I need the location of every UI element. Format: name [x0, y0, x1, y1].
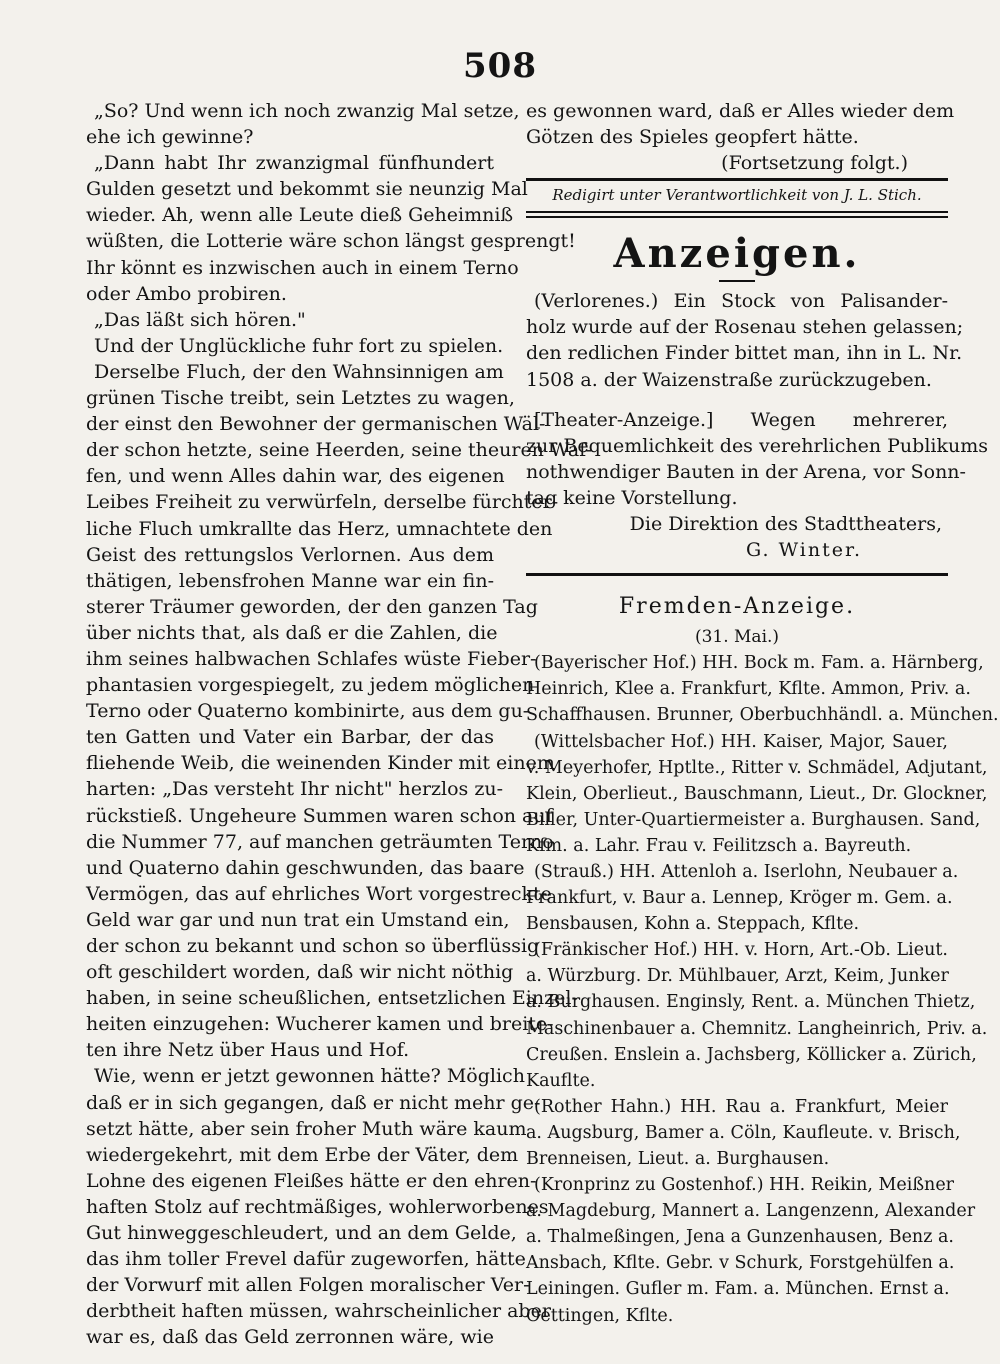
- text-line: Geist des rettungslos Verlornen. Aus dem: [86, 543, 494, 566]
- visitor-line: Oettingen, Kflte.: [526, 1305, 674, 1326]
- visitor-line: (Rother Hahn.) HH. Rau a. Frankfurt, Meier: [534, 1096, 948, 1117]
- text-line: „Das läßt sich hören.": [94, 308, 306, 331]
- visitor-line: Biller, Unter-Quartiermeister a. Burghausen. Sand,: [526, 809, 981, 830]
- visitor-line: Kfm. a. Lahr. Frau v. Feilitzsch a. Bayreuth.: [526, 835, 912, 856]
- visitor-line: Kauflte.: [526, 1070, 596, 1091]
- text-line: Terno oder Quaterno kombinirte, aus dem gu-: [86, 700, 530, 723]
- text-line: harten: „Das versteht Ihr nicht" herzlos zu-: [86, 778, 504, 801]
- text-line: heiten einzugehen: Wucherer kamen und breite-: [86, 1013, 554, 1036]
- text-line: Lohne des eigenen Fleißes hätte er den ehren-: [86, 1169, 537, 1192]
- visitor-line: (Wittelsbacher Hof.) HH. Kaiser, Major, Sauer,: [534, 731, 948, 752]
- right-column: [526, 98, 999, 1329]
- visitor-line: Heinrich, Klee a. Frankfurt, Kflte. Ammon, Priv. a.: [526, 679, 971, 700]
- visitor-line: Leiningen. Gufler m. Fam. a. München. Ernst a.: [526, 1279, 950, 1300]
- divider: [526, 573, 948, 576]
- text-line: phantasien vorgespiegelt, zu jedem möglichen: [86, 674, 535, 697]
- text-line: das ihm toller Frevel dafür zugeworfen, hätte: [86, 1248, 526, 1271]
- double-divider: [526, 211, 948, 218]
- text-line: „Dann habt Ihr zwanzigmal fünfhundert: [94, 152, 494, 175]
- ad-line: 1508 a. der Waizenstraße zurückzugeben.: [526, 368, 932, 391]
- visitor-line: (Fränkischer Hof.) HH. v. Horn, Art.-Ob. Lieut.: [534, 940, 948, 961]
- text-line: oder Ambo probiren.: [86, 282, 287, 305]
- story-end-line: Götzen des Spieles geopfert hätte.: [526, 126, 859, 149]
- text-line: die Nummer 77, auf manchen geträumten Terno: [86, 830, 554, 853]
- text-line: fliehende Weib, die weinenden Kinder mit einem: [86, 752, 555, 775]
- text-line: über nichts that, als daß er die Zahlen, die: [86, 621, 498, 644]
- theater-signature: Die Direktion des Stadttheaters,: [629, 513, 942, 536]
- text-line: haften Stolz auf rechtmäßiges, wohlerworbenes: [86, 1195, 549, 1218]
- text-line: Gut hinweggeschleudert, und an dem Gelde,: [86, 1222, 517, 1245]
- text-line: sterer Träumer geworden, der den ganzen Tag: [86, 595, 538, 618]
- ad-line: [Theater-Anzeige.] Wegen mehrerer,: [534, 408, 948, 431]
- text-line: Und der Unglückliche fuhr fort zu spielen.: [94, 334, 504, 357]
- text-line: Vermögen, das auf ehrliches Wort vorgestreckte: [86, 882, 552, 905]
- visitor-line: a. Magdeburg, Mannert a. Langenzenn, Alexander: [526, 1201, 976, 1222]
- ads-title: Anzeigen.: [613, 230, 861, 278]
- ad-line: tag keine Vorstellung.: [526, 486, 738, 509]
- text-line: ihm seines halbwachen Schlafes wüste Fieber-: [86, 647, 537, 670]
- text-line: wüßten, die Lotterie wäre schon längst gesprengt!: [86, 230, 576, 253]
- visitor-line: a. Würzburg. Dr. Mühlbauer, Arzt, Keim, Junker: [526, 966, 949, 987]
- text-line: war es, daß das Geld zerronnen wäre, wie: [86, 1326, 494, 1349]
- visitor-line: (Strauß.) HH. Attenloh a. Iserlohn, Neubauer a.: [534, 861, 959, 882]
- text-line: rückstieß. Ungeheure Summen waren schon auf: [86, 804, 553, 827]
- visitor-line: Frankfurt, v. Baur a. Lennep, Kröger m. Gem. a.: [526, 888, 953, 909]
- visitor-line: (Bayerischer Hof.) HH. Bock m. Fam. a. Härnberg,: [534, 653, 984, 674]
- visitor-line: Creußen. Enslein a. Jachsberg, Köllicker a. Zürich,: [526, 1044, 977, 1065]
- visitor-line: Brenneisen, Lieut. a. Burghausen.: [526, 1149, 830, 1169]
- text-line: Derselbe Fluch, der den Wahnsinnigen am: [94, 360, 504, 383]
- ad-line: (Verlorenes.) Ein Stock von Palisander-: [534, 290, 948, 313]
- text-line: ten ihre Netz über Haus und Hof.: [86, 1039, 410, 1062]
- text-line: ten Gatten und Vater ein Barbar, der das: [86, 726, 494, 749]
- text-line: ehe ich gewinne?: [86, 126, 254, 149]
- visitor-line: Schaffhausen. Brunner, Oberbuchhändl. a. München.: [526, 705, 999, 726]
- short-divider: [719, 280, 755, 282]
- text-line: Gulden gesetzt und bekommt sie neunzig Mal: [86, 178, 528, 201]
- divider: [526, 178, 948, 181]
- visitor-line: a. Thalmeßingen, Jena a Gunzenhausen, Benz a.: [526, 1227, 954, 1248]
- ad-line: den redlichen Finder bittet man, ihn in L. Nr.: [526, 342, 963, 365]
- text-line: und Quaterno dahin geschwunden, das baare: [86, 856, 525, 879]
- visitors-date: (31. Mai.): [694, 627, 780, 648]
- visitor-line: Bensbausen, Kohn a. Steppach, Kflte.: [526, 914, 860, 935]
- editor-line: Redigirt unter Verantwortlichkeit von J. L. Stich.: [552, 186, 922, 205]
- text-line: Geld war gar und nun trat ein Umstand ein,: [86, 908, 510, 931]
- text-line: der schon zu bekannt und schon so überflüssig: [86, 935, 540, 957]
- story-end-line: es gewonnen ward, daß er Alles wieder dem: [526, 100, 955, 122]
- visitor-line: Maschinenbauer a. Chemnitz. Langheinrich, Priv. a.: [526, 1018, 988, 1039]
- lost-ad: [526, 288, 964, 392]
- text-line: Ihr könnt es inzwischen auch in einem Terno: [86, 256, 519, 279]
- text-line: der einst den Bewohner der germanischen Wäl-: [86, 413, 546, 436]
- visitor-line: a. Burghausen. Enginsly, Rent. a. München Thietz,: [526, 992, 976, 1013]
- text-line: grünen Tische treibt, sein Letztes zu wagen,: [86, 387, 515, 410]
- text-line: derbtheit haften müssen, wahrscheinlicher aber: [86, 1300, 551, 1323]
- ad-line: zur Bequemlichkeit des verehrlichen Publikums: [526, 434, 989, 457]
- text-line: fen, und wenn Alles dahin war, des eigenen: [86, 465, 505, 488]
- text-line: der Vorwurf mit allen Folgen moralischer Ver-: [86, 1274, 530, 1297]
- ad-line: holz wurde auf der Rosenau stehen gelassen;: [526, 316, 964, 339]
- continued-note: (Fortsetzung folgt.): [721, 152, 908, 175]
- visitor-line: a. Augsburg, Bamer a. Cöln, Kaufleute. v. Brisch,: [526, 1122, 961, 1143]
- text-line: daß er in sich gegangen, daß er nicht mehr ge-: [86, 1091, 541, 1114]
- visitor-line: v. Meyerhofer, Hptlte., Ritter v. Schmädel, Adjutant,: [526, 757, 988, 778]
- text-line: wiedergekehrt, mit dem Erbe der Väter, dem: [86, 1143, 519, 1166]
- text-line: „So? Und wenn ich noch zwanzig Mal setze,: [94, 100, 520, 122]
- text-line: oft geschildert worden, daß wir nicht nöthig: [86, 961, 514, 984]
- visitors-title: Fremden-Anzeige.: [618, 594, 856, 620]
- visitor-line: Ansbach, Kflte. Gebr. v Schurk, Forstgehülfen a.: [526, 1253, 955, 1274]
- visitors-list: [526, 650, 999, 1328]
- text-line: Leibes Freiheit zu verwürfeln, derselbe fürchter-: [86, 491, 559, 514]
- text-line: thätigen, lebensfrohen Manne war ein fin-: [86, 569, 494, 592]
- page-number: 508: [463, 46, 537, 86]
- text-line: wieder. Ah, wenn alle Leute dieß Geheimniß: [86, 204, 514, 227]
- text-line: setzt hätte, aber sein froher Muth wäre kaum: [86, 1117, 527, 1140]
- visitor-line: (Kronprinz zu Gostenhof.) HH. Reikin, Meißner: [534, 1175, 955, 1196]
- text-line: Wie, wenn er jetzt gewonnen hätte? Möglich: [94, 1065, 525, 1088]
- visitor-line: Klein, Oberlieut., Bauschmann, Lieut., Dr. Glockner,: [526, 783, 988, 804]
- text-line: liche Fluch umkrallte das Herz, umnachtete den: [86, 517, 553, 540]
- text-line: haben, in seine scheußlichen, entsetzlichen Einzel-: [86, 987, 578, 1010]
- theater-signature-name: G. Winter.: [745, 539, 862, 562]
- ad-line: nothwendiger Bauten in der Arena, vor Sonn-: [526, 460, 966, 483]
- text-line: der schon hetzte, seine Heerden, seine theuren Waf-: [86, 439, 592, 462]
- theater-ad: [526, 407, 989, 564]
